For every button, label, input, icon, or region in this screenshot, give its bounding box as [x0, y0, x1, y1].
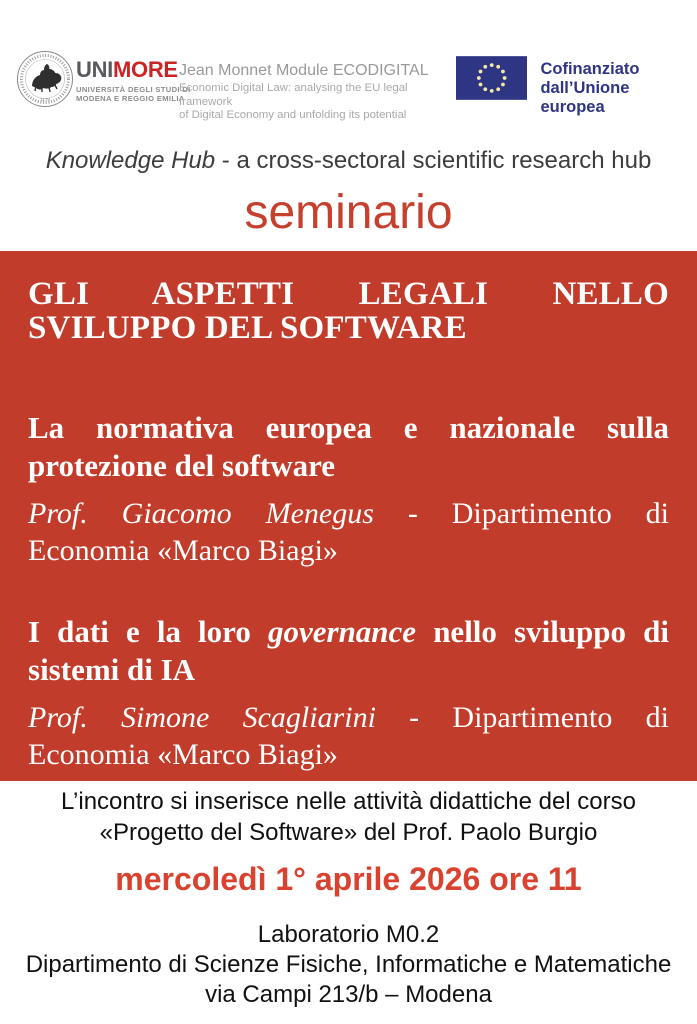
unimore-name: [76, 58, 191, 82]
seminar-label: seminario: [244, 186, 453, 239]
course-note-line1: L’incontro si inserisce nelle attività didattiche del corso: [61, 788, 636, 815]
talk1-heading-line2: protezione del software: [28, 448, 336, 483]
jean-monnet-subtitle: [179, 82, 454, 123]
talk2-heading-line1: [28, 613, 669, 651]
unimore-name-more: MORE: [113, 57, 178, 82]
venue-street: via Campi 213/b – Modena: [205, 981, 492, 1008]
unimore-subtitle-line1: UNIVERSITÀ DEGLI STUDI DI: [76, 85, 191, 94]
jean-monnet-title: Jean Monnet Module ECODIGITAL: [179, 62, 429, 79]
seminar-title-line2: SVILUPPO DEL SOFTWARE: [28, 310, 467, 346]
seminar-datetime: mercoledì 1° aprile 2026 ore 11: [115, 861, 582, 897]
knowledge-hub-name: Knowledge Hub: [45, 147, 216, 174]
seminar-title-line1: GLI ASPETTI LEGALI NELLO: [28, 276, 669, 312]
venue-address: [0, 920, 697, 1010]
talk1-speaker-affiliation-part1: - Dipartimento di: [373, 497, 669, 530]
unimore-wordmark: [76, 58, 191, 103]
seminar-title: [28, 277, 669, 345]
eu-cofunding-label: [540, 60, 697, 117]
unimore-subtitle-line2: MODENA E REGGIO EMILIA: [76, 94, 185, 103]
talk1-speaker: [28, 495, 669, 569]
talk2-speaker: [28, 699, 669, 773]
eu-cofunding-emblem: [456, 56, 697, 117]
talk1-heading-line1: [28, 409, 669, 447]
unimore-seal-icon: [16, 49, 74, 109]
seal-year: 1175: [40, 97, 50, 102]
talk2-heading-line1-pre: I dati e la loro: [28, 614, 268, 649]
talk1-heading-line1-pre: La normativa europea e nazionale sulla: [28, 410, 669, 445]
venue-department: Dipartimento di Scienze Fisiche, Informatiche e Matematiche: [25, 951, 672, 978]
eu-cofunding-label-line1: Cofinanziato: [540, 60, 640, 78]
talk1-heading: [28, 409, 669, 485]
talk1-speaker-name: Prof. Giacomo Menegus: [28, 497, 374, 530]
knowledge-hub-rest: - a cross-sectoral scientific research hub: [215, 147, 652, 174]
jean-monnet-subtitle-line2: of Digital Economy and unfolding its potential: [179, 109, 407, 121]
talk2-heading: [28, 613, 669, 689]
course-note-line2: «Progetto del Software» del Prof. Paolo Burgio: [99, 819, 598, 846]
jean-monnet-subtitle-line1: Economic Digital Law: analysing the EU legal framework: [179, 82, 408, 108]
talk2-speaker-affiliation-part1: - Dipartimento di: [375, 701, 669, 734]
talk2-heading-line1-post: nello sviluppo di: [416, 614, 669, 649]
eu-cofunding-label-line2: dall’Unione europea: [540, 79, 630, 116]
talk2-heading-line2: sistemi di IA: [28, 652, 196, 687]
seminar-red-panel: [0, 251, 697, 781]
jean-monnet-block: [179, 61, 454, 123]
eu-flag-icon: [456, 56, 527, 100]
talk2-speaker-line2: Economia «Marco Biagi»: [28, 738, 338, 771]
venue-room: Laboratorio M0.2: [257, 921, 440, 948]
talk2-speaker-name: Prof. Simone Scagliarini: [28, 701, 376, 734]
course-note: [0, 786, 697, 848]
talk2-speaker-line1: [28, 699, 669, 736]
unimore-subtitle: [76, 85, 191, 103]
talk1-speaker-line2: Economia «Marco Biagi»: [28, 534, 338, 567]
knowledge-hub-tagline: [0, 147, 697, 175]
unimore-name-uni: UNI: [76, 57, 113, 82]
talk1-speaker-line1: [28, 495, 669, 532]
talk2-heading-line1-italic: governance: [267, 614, 417, 649]
